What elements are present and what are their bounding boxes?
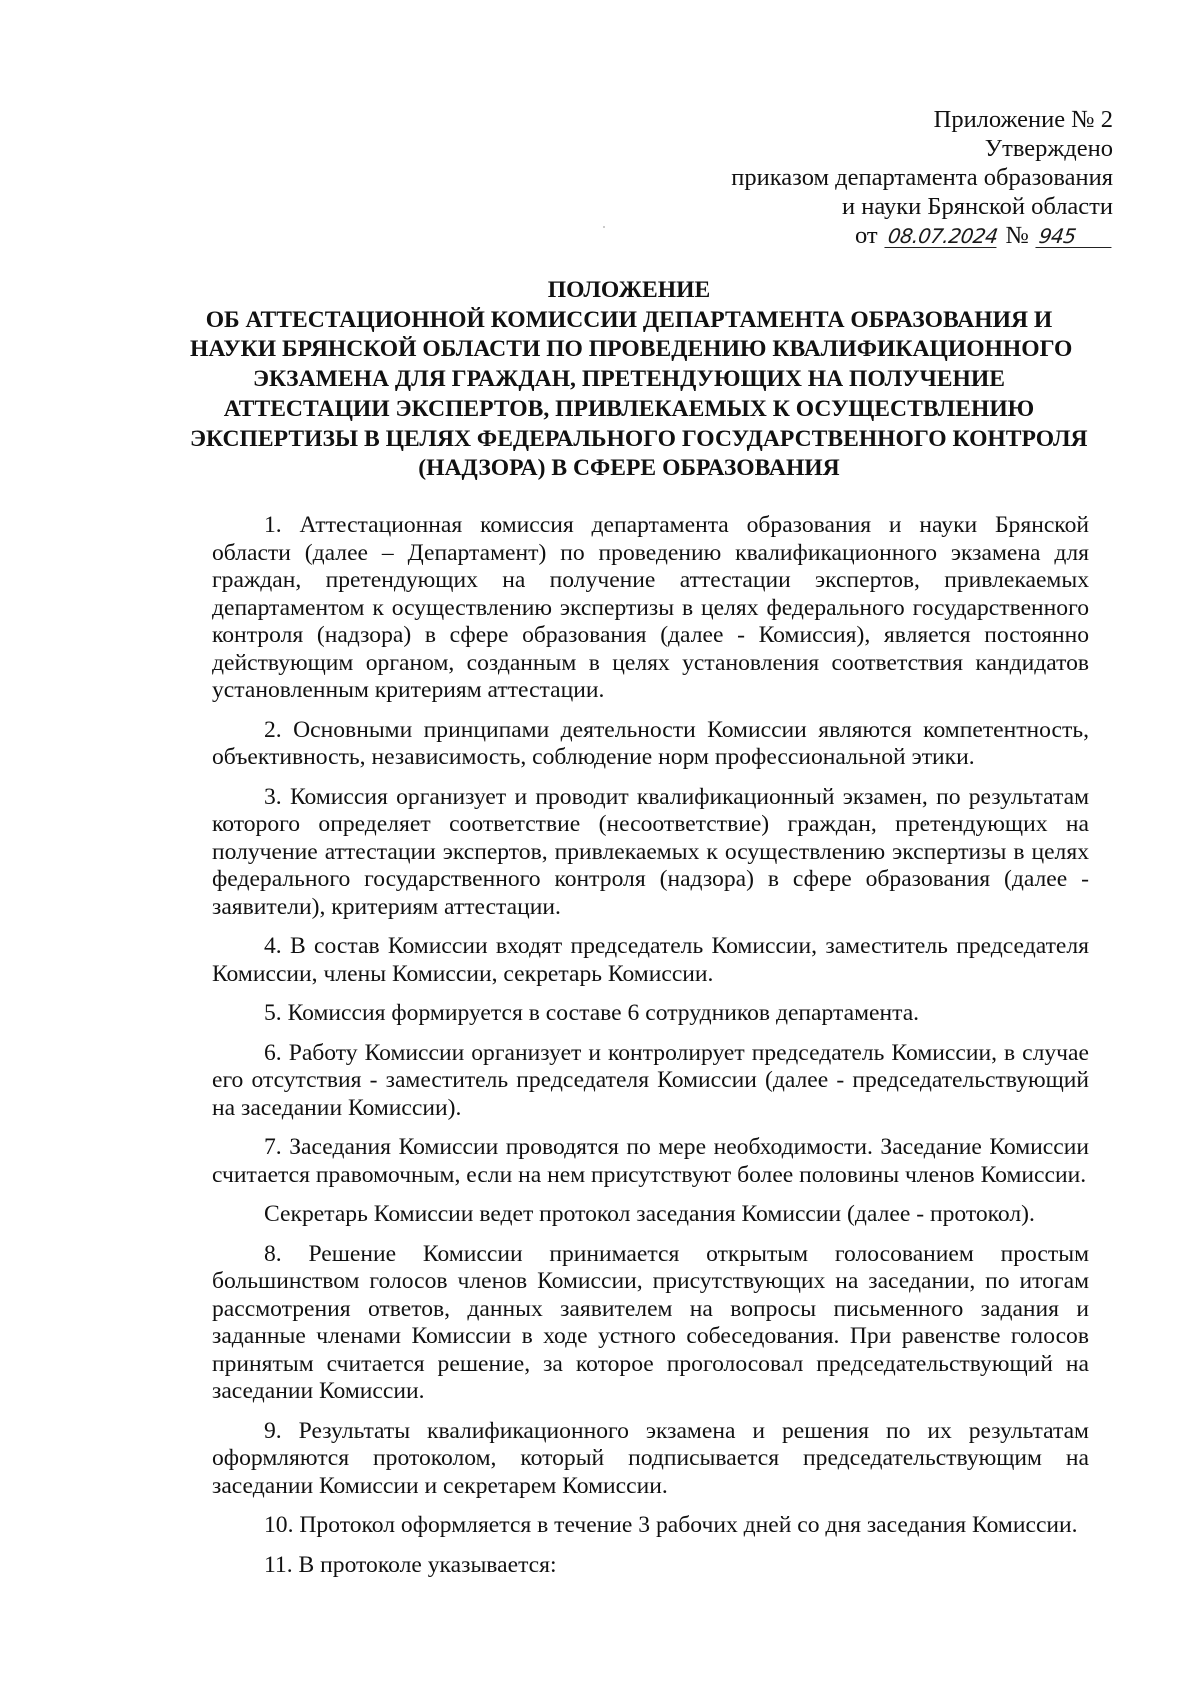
document-body <box>212 512 1089 1591</box>
title-line: ПОЛОЖЕНИЕ <box>547 277 711 303</box>
handwritten-number: 945 <box>1035 225 1114 248</box>
title-line: АТТЕСТАЦИИ ЭКСПЕРТОВ, ПРИВЛЕКАЕМЫХ К ОСУЩЕСТВЛЕНИЮ <box>223 395 1035 422</box>
title-line: НАУКИ БРЯНСКОЙ ОБЛАСТИ ПО ПРОВЕДЕНИЮ КВАЛИФИКАЦИОННОГО <box>190 336 1073 363</box>
department-label: и науки Брянской области <box>842 193 1113 220</box>
paragraph-11: 11. В протоколе указывается: <box>264 1551 557 1578</box>
paragraph-2: 2. Основными принципами деятельности Комиссии являются компетентность, объективность, независимость, соблюдение норм профессиональной этики. <box>212 716 1089 770</box>
order-label: приказом департамента образования <box>731 164 1113 191</box>
title-line: ОБ АТТЕСТАЦИОННОЙ КОМИССИИ ДЕПАРТАМЕНТА ОБРАЗОВАНИЯ И <box>205 306 1053 333</box>
handwritten-date: 08.07.2024 <box>885 224 999 248</box>
scan-speck <box>603 226 605 228</box>
document-title <box>190 276 1088 484</box>
paragraph-1: 1. Аттестационная комиссия департамента образования и науки Брянской области (далее – Департамент) по проведению квалификационного экзамена для граждан, претендующих на получение аттестации экспертов, привлекаемых департаментом к осуществлению экспертизы в целях федерального государственного контроля (надзора) в сфере образования (далее - Комиссия), является постоянно действующим органом, созданным в целях установления соответствия кандидатов установленным критериям аттестации. <box>212 512 1089 703</box>
number-label: № <box>1005 222 1029 249</box>
title-line: ЭКСПЕРТИЗЫ В ЦЕЛЯХ ФЕДЕРАЛЬНОГО ГОСУДАРСТВЕННОГО КОНТРОЛЯ <box>190 425 1088 452</box>
paragraph-4: 4. В состав Комиссии входят председатель Комиссии, заместитель председателя Комиссии, члены Комиссии, секретарь Комиссии. <box>212 933 1089 987</box>
paragraph-3: 3. Комиссия организует и проводит квалификационный экзамен, по результатам которого определяет соответствие (несоответствие) граждан, претендующих на получение аттестации экспертов, привлекаемых к осуществлению экспертизы в целях федерального государственного контроля (надзора) в сфере образования (далее - заявители), критериям аттестации. <box>212 783 1089 920</box>
paragraph-10: 10. Протокол оформляется в течение 3 рабочих дней со дня заседания Комиссии. <box>264 1512 1078 1538</box>
title-line: (НАДЗОРА) В СФЕРЕ ОБРАЗОВАНИЯ <box>418 455 840 482</box>
paragraph-9: 9. Результаты квалификационного экзамена и решения по их результатам оформляются протоколом, который подписывается председательствующим на заседании Комиссии и секретарем Комиссии. <box>212 1417 1089 1499</box>
date-number-line <box>731 221 1113 250</box>
approved-label: Утверждено <box>984 135 1113 162</box>
paragraph-7: 7. Заседания Комиссии проводятся по мере необходимости. Заседание Комиссии считается правомочным, если на нем присутствуют более половины членов Комиссии. <box>212 1134 1089 1188</box>
paragraph-8: 8. Решение Комиссии принимается открытым голосованием простым большинством голосов членов Комиссии, присутствующих на заседании, по итогам рассмотрения ответов, данных заявителем на вопросы письменного задания и заданные членами Комиссии в ходе устного собеседования. При равенстве голосов принятым считается решение, за которое проголосовал председательствующий на заседании Комиссии. <box>212 1240 1089 1404</box>
appendix-label: Приложение № 2 <box>933 106 1113 133</box>
paragraph-7-secretary: Секретарь Комиссии ведет протокол заседания Комиссии (далее - протокол). <box>264 1201 1035 1227</box>
paragraph-5: 5. Комиссия формируется в составе 6 сотрудников департамента. <box>264 1000 920 1026</box>
title-line: ЭКЗАМЕНА ДЛЯ ГРАЖДАН, ПРЕТЕНДУЮЩИХ НА ПОЛУЧЕНИЕ <box>253 366 1005 393</box>
approval-block <box>731 105 1113 250</box>
ot-label: от <box>854 222 878 249</box>
paragraph-6: 6. Работу Комиссии организует и контролирует председатель Комиссии, в случае его отсутствия - заместитель председателя Комиссии (далее - председательствующий на заседании Комиссии). <box>212 1039 1089 1121</box>
